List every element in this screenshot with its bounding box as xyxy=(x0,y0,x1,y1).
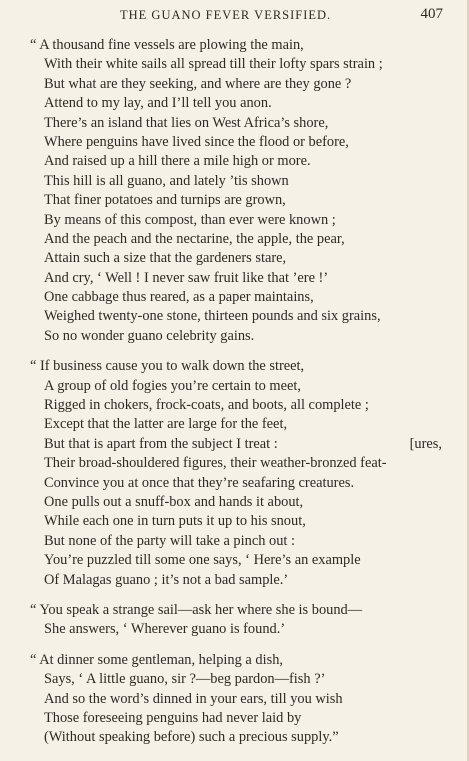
poem-line: This hill is all guano, and lately ’tis shown xyxy=(44,172,289,189)
poem-line: You’re puzzled till some one says, ‘ Here’s an example xyxy=(44,552,361,569)
poem-line: Their broad-shouldered figures, their weather-bronzed feat- xyxy=(44,455,387,472)
poem-line: Except that the latter are large for the feet, xyxy=(44,416,288,433)
stanza-1 xyxy=(30,36,460,346)
poem-line: And the peach and the nectarine, the apple, the pear, xyxy=(44,230,345,247)
poem-line: But that is apart from the subject I treat : xyxy=(44,435,278,452)
poem-line: Those foreseeing penguins had never laid by xyxy=(44,709,302,726)
poem-line: While each one in turn puts it up to his snout, xyxy=(44,513,306,530)
poem-line-with-turnover xyxy=(30,435,460,454)
poem-line: With their white sails all spread till their lofty spars strain ; xyxy=(44,56,383,73)
poem-line: “ If business cause you to walk down the street, xyxy=(30,358,305,375)
poem-line: “ A thousand fine vessels are plowing the main, xyxy=(30,37,304,53)
stanza-2 xyxy=(30,357,460,590)
poem-line: Attain such a size that the gardeners stare, xyxy=(44,250,287,267)
poem-line: Says, ‘ A little guano, sir ?—beg pardon—fish ?’ xyxy=(44,671,326,688)
turnover-fragment: [ures, xyxy=(409,435,442,452)
poem-line: Weighed twenty-one stone, thirteen pounds and six grains, xyxy=(44,308,381,325)
poem-line: There’s an island that lies on West Africa’s shore, xyxy=(44,114,329,131)
poem-line: But what are they seeking, and where are they gone ? xyxy=(44,75,352,92)
poem-line: “ At dinner some gentleman, helping a dish, xyxy=(30,651,283,668)
page-header xyxy=(0,6,469,26)
stanza-4 xyxy=(30,651,460,748)
stanza-3 xyxy=(30,601,460,640)
poem-line: And so the word’s dinned in your ears, till you wish xyxy=(44,690,343,707)
poem-line: Convince you at once that they’re seafaring creatures. xyxy=(44,474,355,491)
poem-line: By means of this compost, than ever were known ; xyxy=(44,211,336,228)
poem-line: A group of old fogies you’re certain to meet, xyxy=(44,377,301,394)
poem-line: Rigged in chokers, frock-coats, and boots, all complete ; xyxy=(44,397,369,414)
running-title: THE GUANO FEVER VERSIFIED. xyxy=(120,8,332,22)
poem-line: Where penguins have lived since the flood or before, xyxy=(44,133,349,150)
poem-line: Attend to my lay, and I’ll tell you anon. xyxy=(44,95,272,112)
poem-line: And raised up a hill there a mile high or more. xyxy=(44,153,311,170)
page-number: 407 xyxy=(420,6,443,22)
poem-line: She answers, ‘ Wherever guano is found.’ xyxy=(44,621,286,638)
poem-line: That finer potatoes and turnips are grown, xyxy=(44,192,286,209)
poem-line: One pulls out a snuff-box and hands it about, xyxy=(44,493,304,510)
poem-line: (Without speaking before) such a precious supply.” xyxy=(44,729,339,746)
poem-line: So no wonder guano celebrity gains. xyxy=(44,327,255,344)
poem-line: “ You speak a strange sail—ask her where she is bound— xyxy=(30,601,363,618)
poem-line: And cry, ‘ Well ! I never saw fruit like that ’ere !’ xyxy=(44,269,329,286)
poem-line: One cabbage thus reared, as a paper maintains, xyxy=(44,289,314,306)
poem-line: Of Malagas guano ; it’s not a bad sample.’ xyxy=(44,571,289,588)
poem-body xyxy=(30,36,460,759)
poem-line: But none of the party will take a pinch out : xyxy=(44,532,295,549)
